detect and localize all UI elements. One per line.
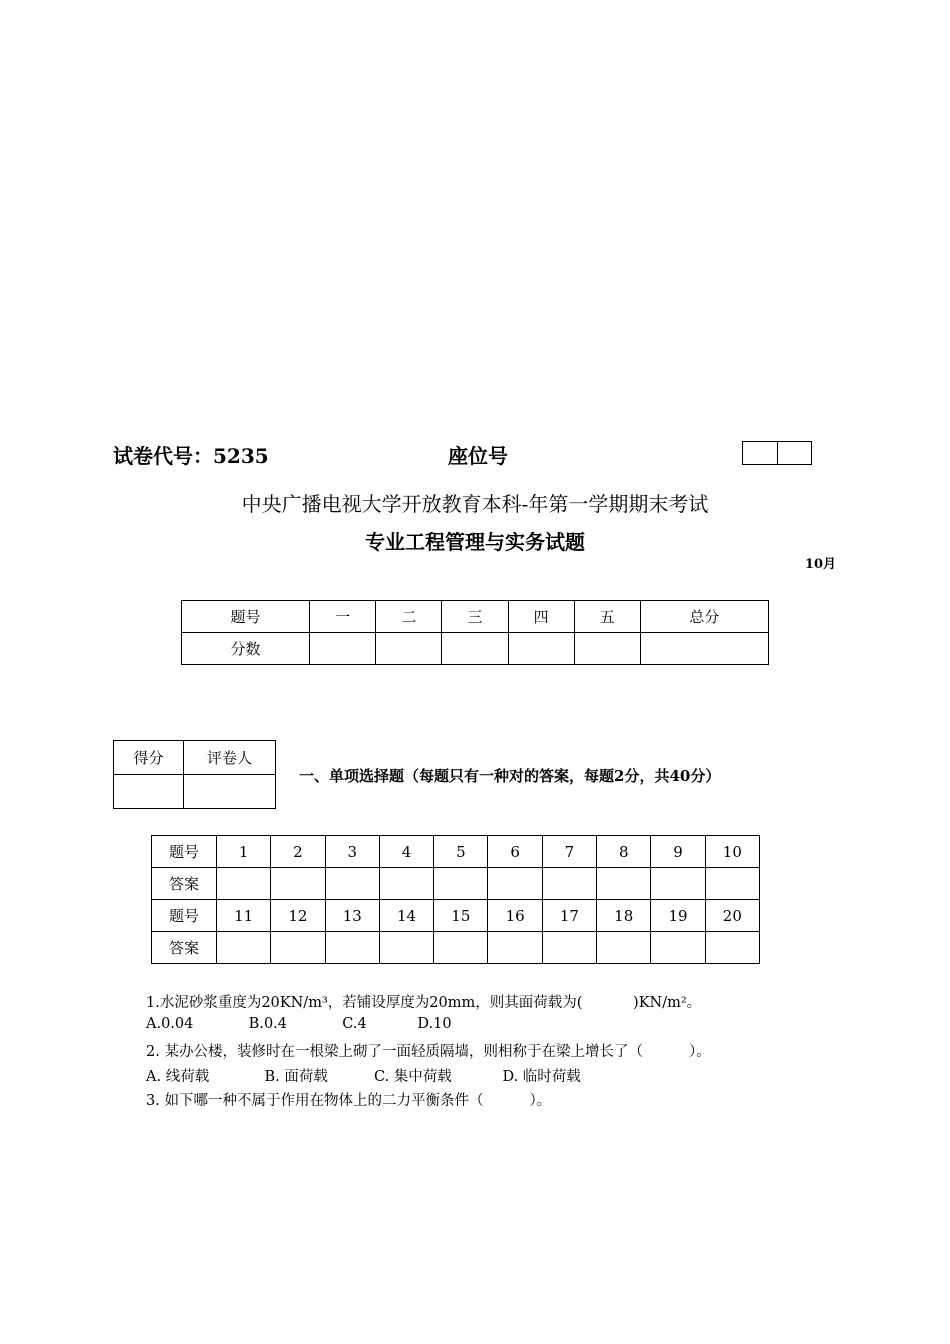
answer-cell[interactable] xyxy=(217,868,271,900)
question-num: 18 xyxy=(597,900,651,932)
question-num: 13 xyxy=(325,900,379,932)
question-num: 15 xyxy=(434,900,488,932)
question-2: 2. 某办公楼，装修时在一根梁上砌了一面轻质隔墙，则相称于在梁上增长了（ ）。 xyxy=(146,1044,711,1060)
grader-score-label: 得分 xyxy=(114,741,184,775)
score-table-score-row xyxy=(182,633,769,665)
question-num: 10 xyxy=(705,836,759,868)
table-row xyxy=(152,868,760,900)
score-cell-2: 二 xyxy=(376,601,442,633)
answer-cell[interactable] xyxy=(271,932,325,964)
question-num: 1 xyxy=(217,836,271,868)
answer-cell[interactable] xyxy=(217,932,271,964)
answer-cell[interactable] xyxy=(488,868,542,900)
answer-cell[interactable] xyxy=(651,932,705,964)
answer-cell[interactable] xyxy=(705,932,759,964)
grader-name-label: 评卷人 xyxy=(184,741,276,775)
score-input-2[interactable] xyxy=(376,633,442,665)
question-num: 12 xyxy=(271,900,325,932)
answer-cell[interactable] xyxy=(271,868,325,900)
exam-code: 试卷代号：5235 xyxy=(113,444,269,468)
question-num: 3 xyxy=(325,836,379,868)
question-num: 2 xyxy=(271,836,325,868)
score-input-5[interactable] xyxy=(574,633,640,665)
answer-cell[interactable] xyxy=(542,868,596,900)
question-num: 17 xyxy=(542,900,596,932)
seat-number-label: 座位号 xyxy=(448,444,508,468)
question-num: 9 xyxy=(651,836,705,868)
question-1-options: A.0.04 B.0.4 C.4 D.10 xyxy=(146,1016,452,1032)
row-label-ans: 答案 xyxy=(152,868,217,900)
score-cell-1: 一 xyxy=(310,601,376,633)
question-num: 8 xyxy=(597,836,651,868)
question-num: 11 xyxy=(217,900,271,932)
score-cell-5: 五 xyxy=(574,601,640,633)
exam-date: 10月 xyxy=(804,557,836,572)
table-row xyxy=(152,836,760,868)
grader-table xyxy=(113,740,276,809)
answer-cell[interactable] xyxy=(597,868,651,900)
question-2-options: A. 线荷载 B. 面荷载 C. 集中荷载 D. 临时荷载 xyxy=(146,1069,581,1085)
grader-name-input[interactable] xyxy=(184,775,276,809)
table-row xyxy=(152,932,760,964)
exam-title: 中央广播电视大学开放教育本科-年第一学期期末考试 xyxy=(241,492,709,516)
answer-cell[interactable] xyxy=(651,868,705,900)
answer-cell[interactable] xyxy=(379,932,433,964)
answer-cell[interactable] xyxy=(597,932,651,964)
question-num: 14 xyxy=(379,900,433,932)
score-row-label: 分数 xyxy=(182,633,310,665)
question-3: 3. 如下哪一种不属于作用在物体上的二力平衡条件（ ）。 xyxy=(146,1093,552,1109)
grader-score-input[interactable] xyxy=(114,775,184,809)
question-num: 19 xyxy=(651,900,705,932)
question-1: 1.水泥砂浆重度为20KN/m³，若铺设厚度为20mm，则其面荷载为( )KN/m²。 xyxy=(146,995,702,1011)
score-cell-4: 四 xyxy=(508,601,574,633)
question-num: 20 xyxy=(705,900,759,932)
row-label-num: 题号 xyxy=(152,836,217,868)
answer-cell[interactable] xyxy=(325,868,379,900)
question-num: 16 xyxy=(488,900,542,932)
seat-number-box[interactable] xyxy=(742,441,812,465)
answer-cell[interactable] xyxy=(379,868,433,900)
question-num: 7 xyxy=(542,836,596,868)
answer-cell[interactable] xyxy=(325,932,379,964)
question-num: 6 xyxy=(488,836,542,868)
score-cell-total: 总分 xyxy=(640,601,768,633)
score-input-4[interactable] xyxy=(508,633,574,665)
score-cell-3: 三 xyxy=(442,601,508,633)
answer-cell[interactable] xyxy=(488,932,542,964)
section-heading: 一、单项选择题（每题只有一种对的答案，每题2分，共40分） xyxy=(299,767,721,785)
answer-cell[interactable] xyxy=(542,932,596,964)
answer-cell[interactable] xyxy=(434,932,488,964)
score-input-3[interactable] xyxy=(442,633,508,665)
question-num: 5 xyxy=(434,836,488,868)
question-num: 4 xyxy=(379,836,433,868)
answer-cell[interactable] xyxy=(434,868,488,900)
row-label-ans: 答案 xyxy=(152,932,217,964)
row-label-num: 题号 xyxy=(152,900,217,932)
score-input-1[interactable] xyxy=(310,633,376,665)
table-row xyxy=(152,900,760,932)
score-cell-label: 题号 xyxy=(182,601,310,633)
answer-table xyxy=(151,835,760,964)
score-input-total[interactable] xyxy=(640,633,768,665)
score-table xyxy=(181,600,769,665)
answer-cell[interactable] xyxy=(705,868,759,900)
score-table-header-row xyxy=(182,601,769,633)
paper-title: 专业工程管理与实务试题 xyxy=(365,530,585,554)
